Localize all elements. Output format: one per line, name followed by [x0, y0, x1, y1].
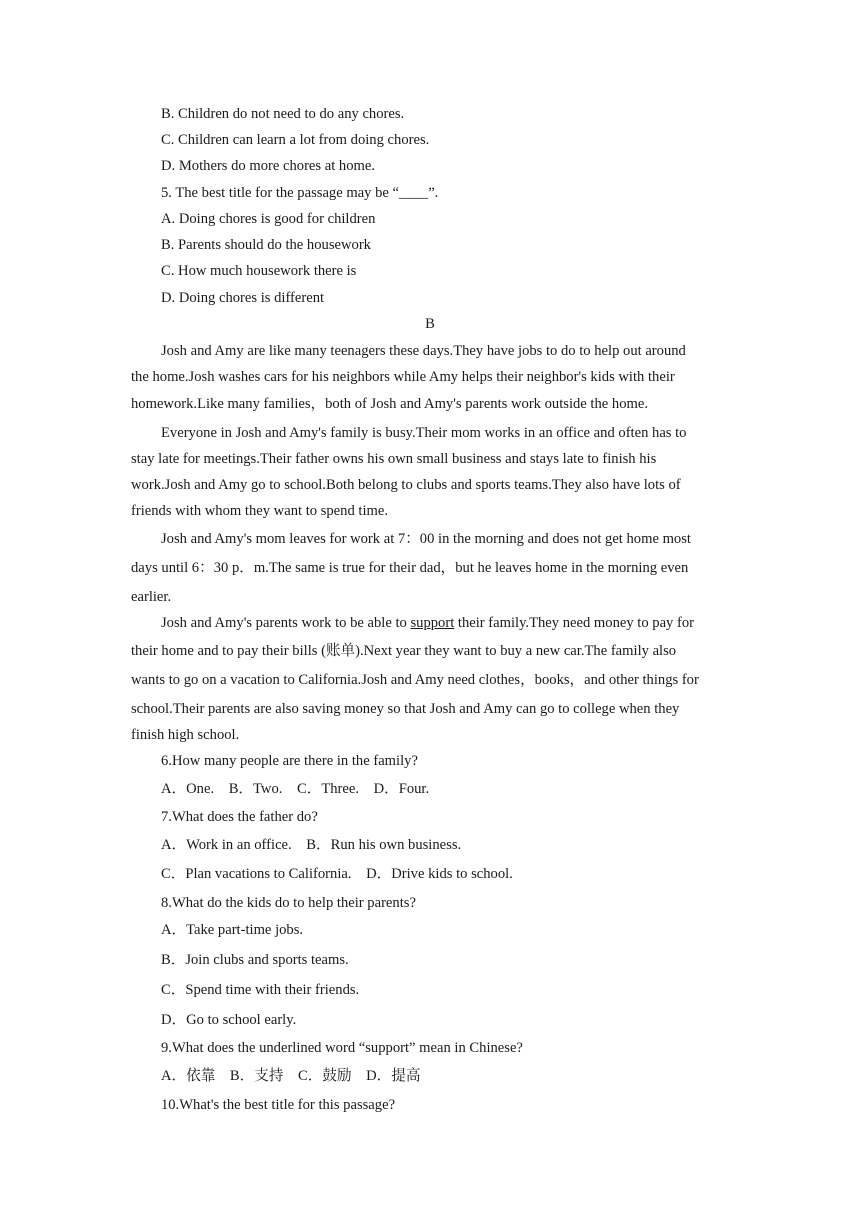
q6-question: 6.How many people are there in the family? — [161, 753, 418, 769]
q8-option-c: C．Spend time with their friends. — [161, 982, 360, 998]
q5-option-a: A. Doing chores is good for children — [161, 211, 376, 227]
q5-question: 5. The best title for the passage may be “____”. — [161, 185, 439, 201]
q8-question: 8.What do the kids do to help their parents? — [161, 895, 416, 911]
q4-option-d: D. Mothers do more chores at home. — [161, 158, 375, 174]
q5-option-d: D. Doing chores is different — [161, 290, 325, 306]
paragraph-3-line: Josh and Amy's mom leaves for work at 7：00 in the morning and does not get home most — [161, 531, 691, 547]
paragraph-2-line: stay late for meetings.Their father owns his own small business and stays late to finish his — [131, 451, 657, 467]
paragraph-4-line — [161, 613, 694, 633]
paragraph-1-line: homework.Like many families，both of Josh and Amy's parents work outside the home. — [131, 396, 648, 412]
paragraph-4-text: Josh and Amy's parents work to be able to — [161, 615, 411, 631]
paragraph-3-line: earlier. — [131, 589, 172, 605]
paragraph-3-line: days until 6：30 p．m.The same is true for their dad，but he leaves home in the morning even — [131, 560, 689, 576]
paragraph-2-line: friends with whom they want to spend time. — [131, 503, 388, 519]
q5-option-c: C. How much housework there is — [161, 263, 357, 279]
section-heading: B — [425, 316, 435, 332]
paragraph-4-text: their family.They need money to pay for — [454, 615, 695, 631]
paragraph-4-line: wants to go on a vacation to California.Josh and Amy need clothes，books，and other things for — [131, 672, 699, 688]
q4-option-c: C. Children can learn a lot from doing chores. — [161, 132, 430, 148]
paragraph-1-line: the home.Josh washes cars for his neighbors while Amy helps their neighbor's kids with their — [131, 369, 675, 385]
q5-option-b: B. Parents should do the housework — [161, 237, 371, 253]
underlined-word-support: support — [410, 615, 455, 631]
q6-options: A．One. B．Two. C．Three. D．Four. — [161, 781, 430, 797]
q8-option-b: B．Join clubs and sports teams. — [161, 952, 349, 968]
paragraph-1-line: Josh and Amy are like many teenagers these days.They have jobs to do to help out around — [161, 343, 686, 359]
q8-option-a: A．Take part-time jobs. — [161, 922, 304, 938]
paragraph-2-line: work.Josh and Amy go to school.Both belong to clubs and sports teams.They also have lots of — [131, 477, 681, 493]
q4-option-b: B. Children do not need to do any chores. — [161, 106, 405, 122]
paragraph-4-line: finish high school. — [131, 727, 240, 743]
q9-options: A．依靠 B．支持 C．鼓励 D．提高 — [161, 1068, 421, 1084]
q7-question: 7.What does the father do? — [161, 809, 318, 825]
q7-options: C．Plan vacations to California. D．Drive kids to school. — [161, 866, 513, 882]
paragraph-4-line: school.Their parents are also saving money so that Josh and Amy can go to college when they — [131, 701, 680, 717]
paragraph-4-line: their home and to pay their bills (账单).Next year they want to buy a new car.The family also — [131, 643, 677, 659]
q7-options: A．Work in an office. B．Run his own business. — [161, 837, 462, 853]
q9-question: 9.What does the underlined word “support” mean in Chinese? — [161, 1040, 523, 1056]
paragraph-2-line: Everyone in Josh and Amy's family is busy.Their mom works in an office and often has to — [161, 425, 687, 441]
q10-question: 10.What's the best title for this passage? — [161, 1097, 396, 1113]
q8-option-d: D．Go to school early. — [161, 1012, 297, 1028]
